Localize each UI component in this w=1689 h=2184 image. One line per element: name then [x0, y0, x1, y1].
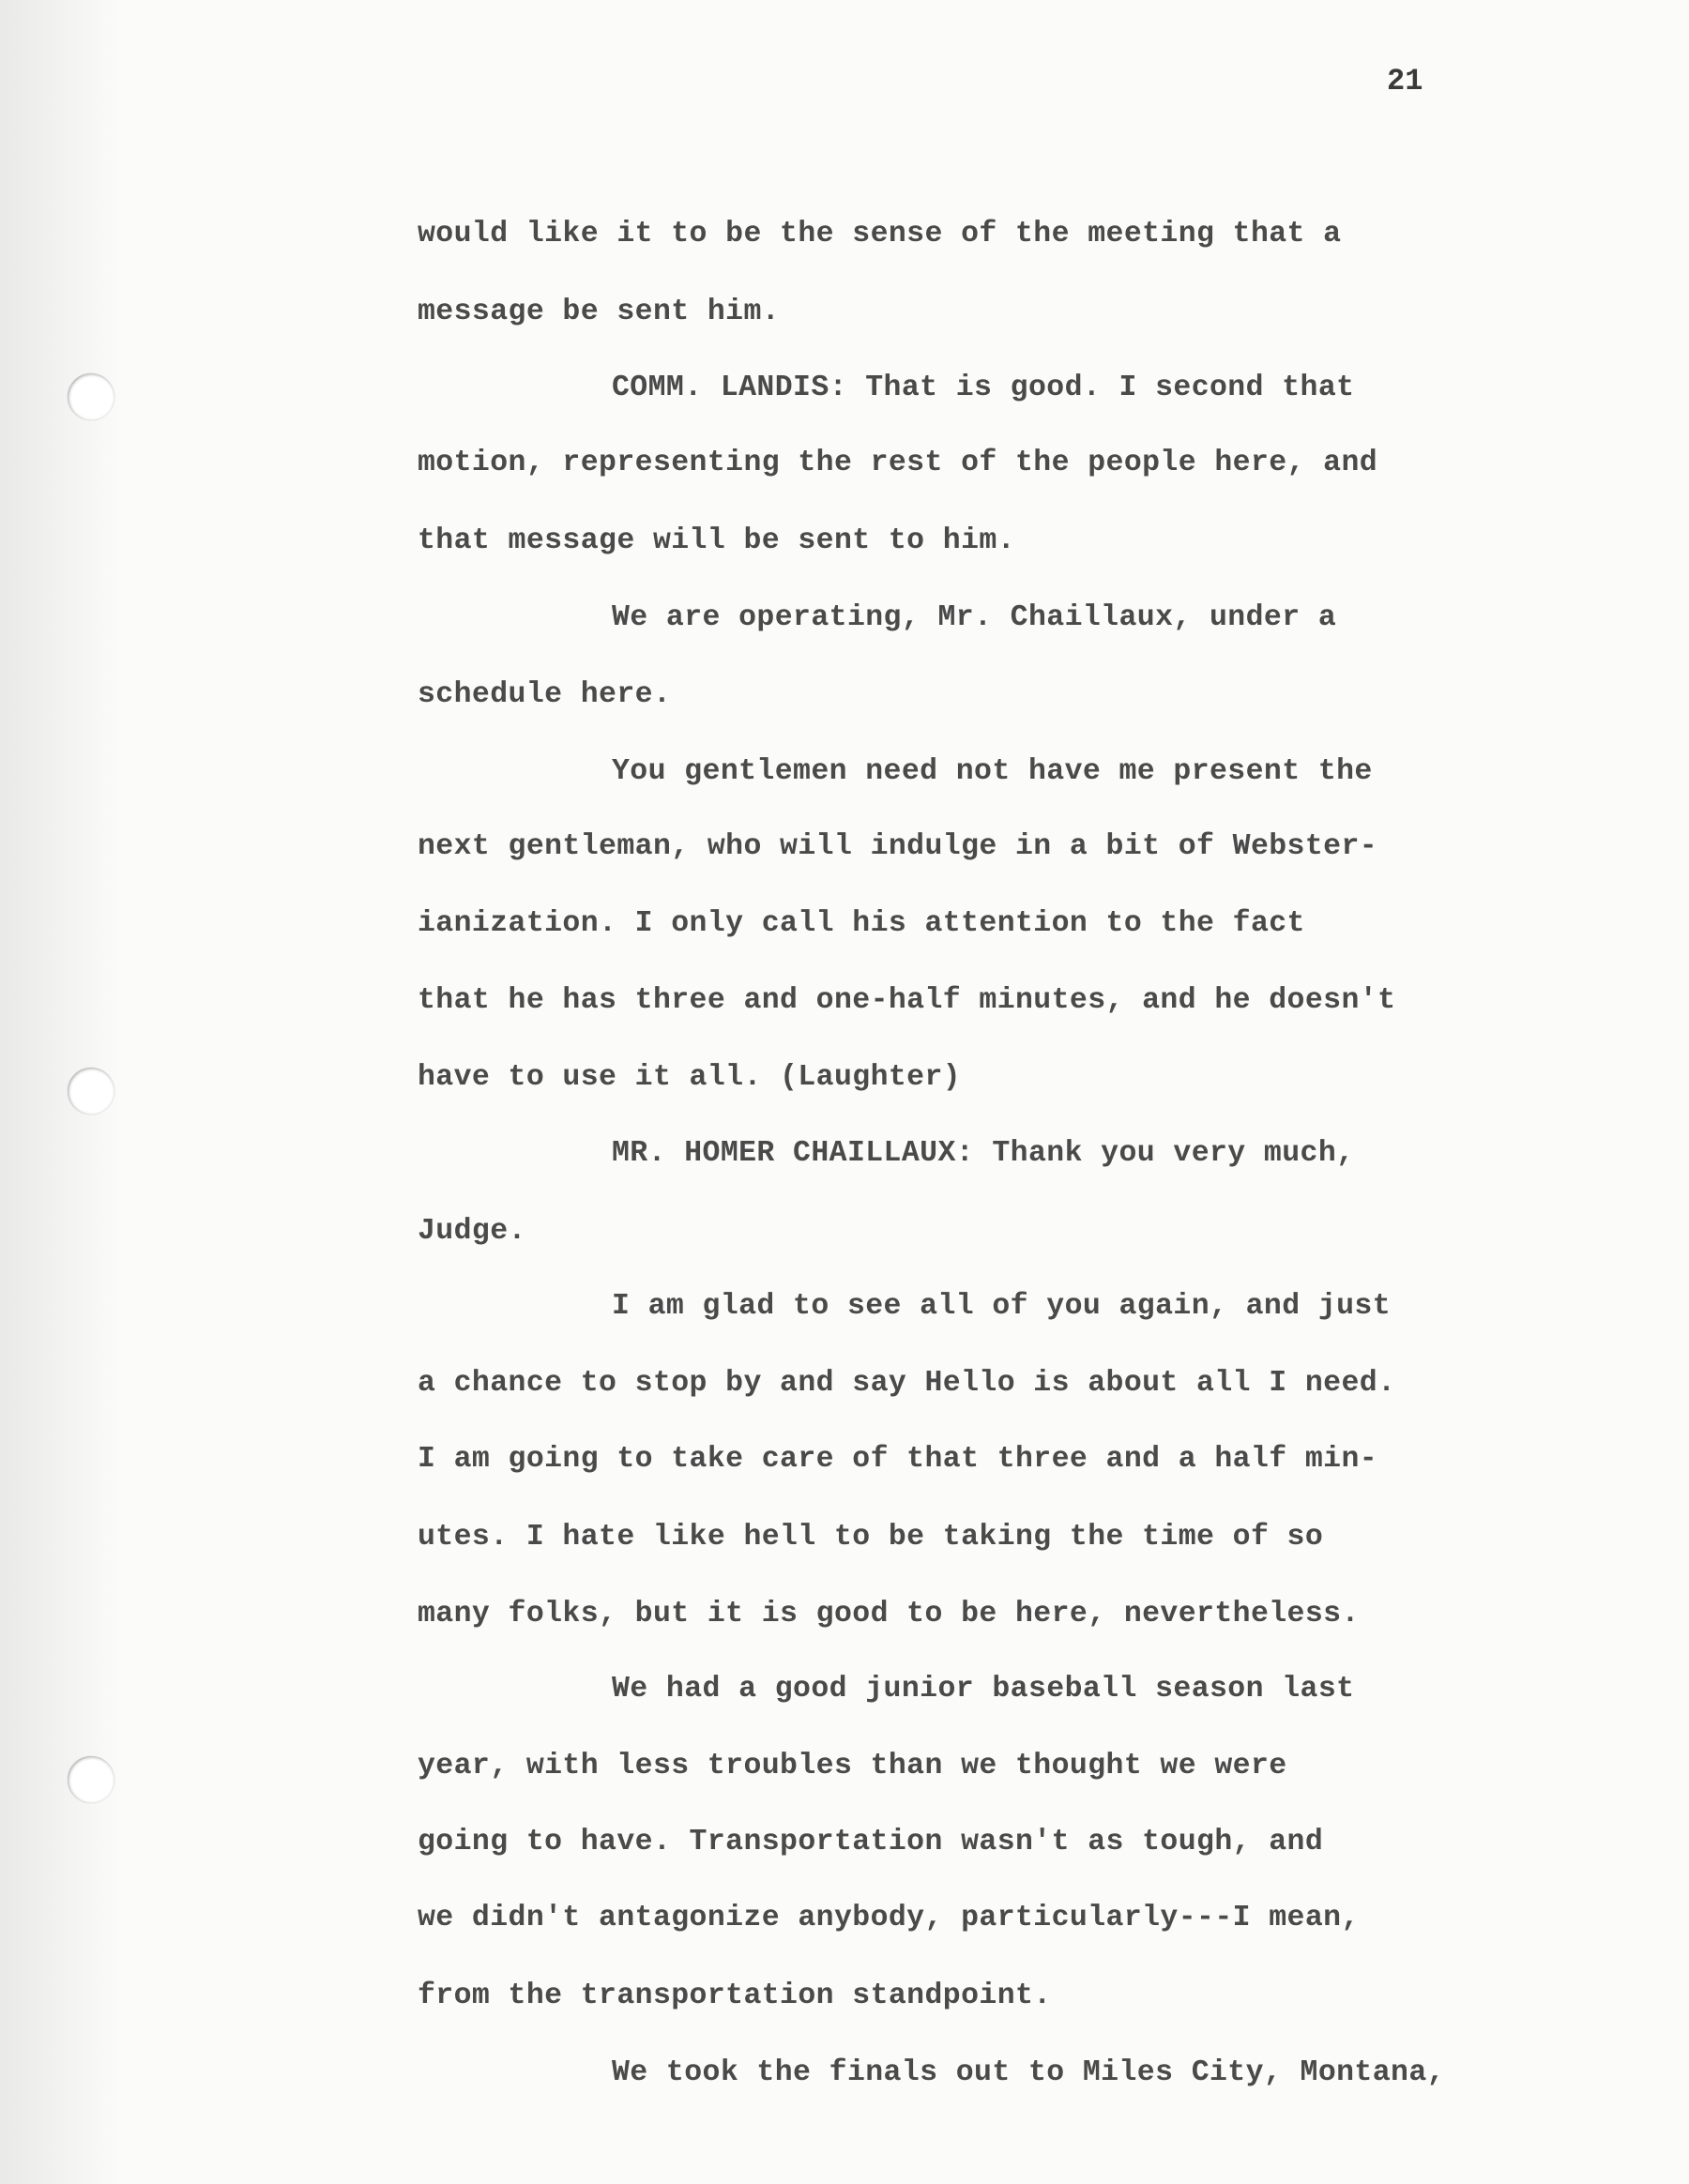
text-line: a chance to stop by and say Hello is about all I need.	[418, 1367, 1396, 1400]
text-line: from the transportation standpoint.	[418, 1979, 1052, 2012]
page-number: 21	[1387, 64, 1423, 99]
text-line: next gentleman, who will indulge in a bit of Webster-	[418, 830, 1378, 863]
text-line: Judge.	[418, 1215, 526, 1248]
text-line: going to have. Transportation wasn't as tough, and	[418, 1826, 1324, 1858]
text-line: I am glad to see all of you again, and just	[612, 1290, 1392, 1323]
punch-hole	[68, 1068, 114, 1115]
text-line: year, with less troubles than we thought we were	[418, 1750, 1287, 1782]
text-line: We are operating, Mr. Chaillaux, under a	[612, 601, 1337, 634]
text-line: I am going to take care of that three and a half min-	[418, 1443, 1378, 1476]
text-line: schedule here.	[418, 678, 672, 711]
text-line: many folks, but it is good to be here, nevertheless.	[418, 1598, 1360, 1630]
text-line: we didn't antagonize anybody, particularly---I mean,	[418, 1902, 1360, 1934]
text-line: would like it to be the sense of the meeting that a	[418, 218, 1342, 250]
text-line: motion, representing the rest of the people here, and	[418, 447, 1378, 479]
text-line: that he has three and one-half minutes, and he doesn't	[418, 984, 1396, 1017]
text-line: You gentlemen need not have me present the	[612, 755, 1373, 788]
punch-hole	[68, 1756, 114, 1803]
text-line: utes. I hate like hell to be taking the time of so	[418, 1521, 1324, 1554]
text-line: We took the finals out to Miles City, Montana,	[612, 2056, 1445, 2089]
text-line: ianization. I only call his attention to the fact	[418, 907, 1305, 940]
speaker-line: COMM. LANDIS: That is good. I second that	[612, 372, 1355, 404]
text-line: We had a good junior baseball season last	[612, 1673, 1355, 1706]
text-line: have to use it all. (Laughter)	[418, 1061, 962, 1094]
speaker-line: MR. HOMER CHAILLAUX: Thank you very much,	[612, 1137, 1355, 1170]
punch-hole	[68, 373, 114, 420]
text-line: message be sent him.	[418, 296, 781, 328]
text-line: that message will be sent to him.	[418, 524, 1016, 557]
